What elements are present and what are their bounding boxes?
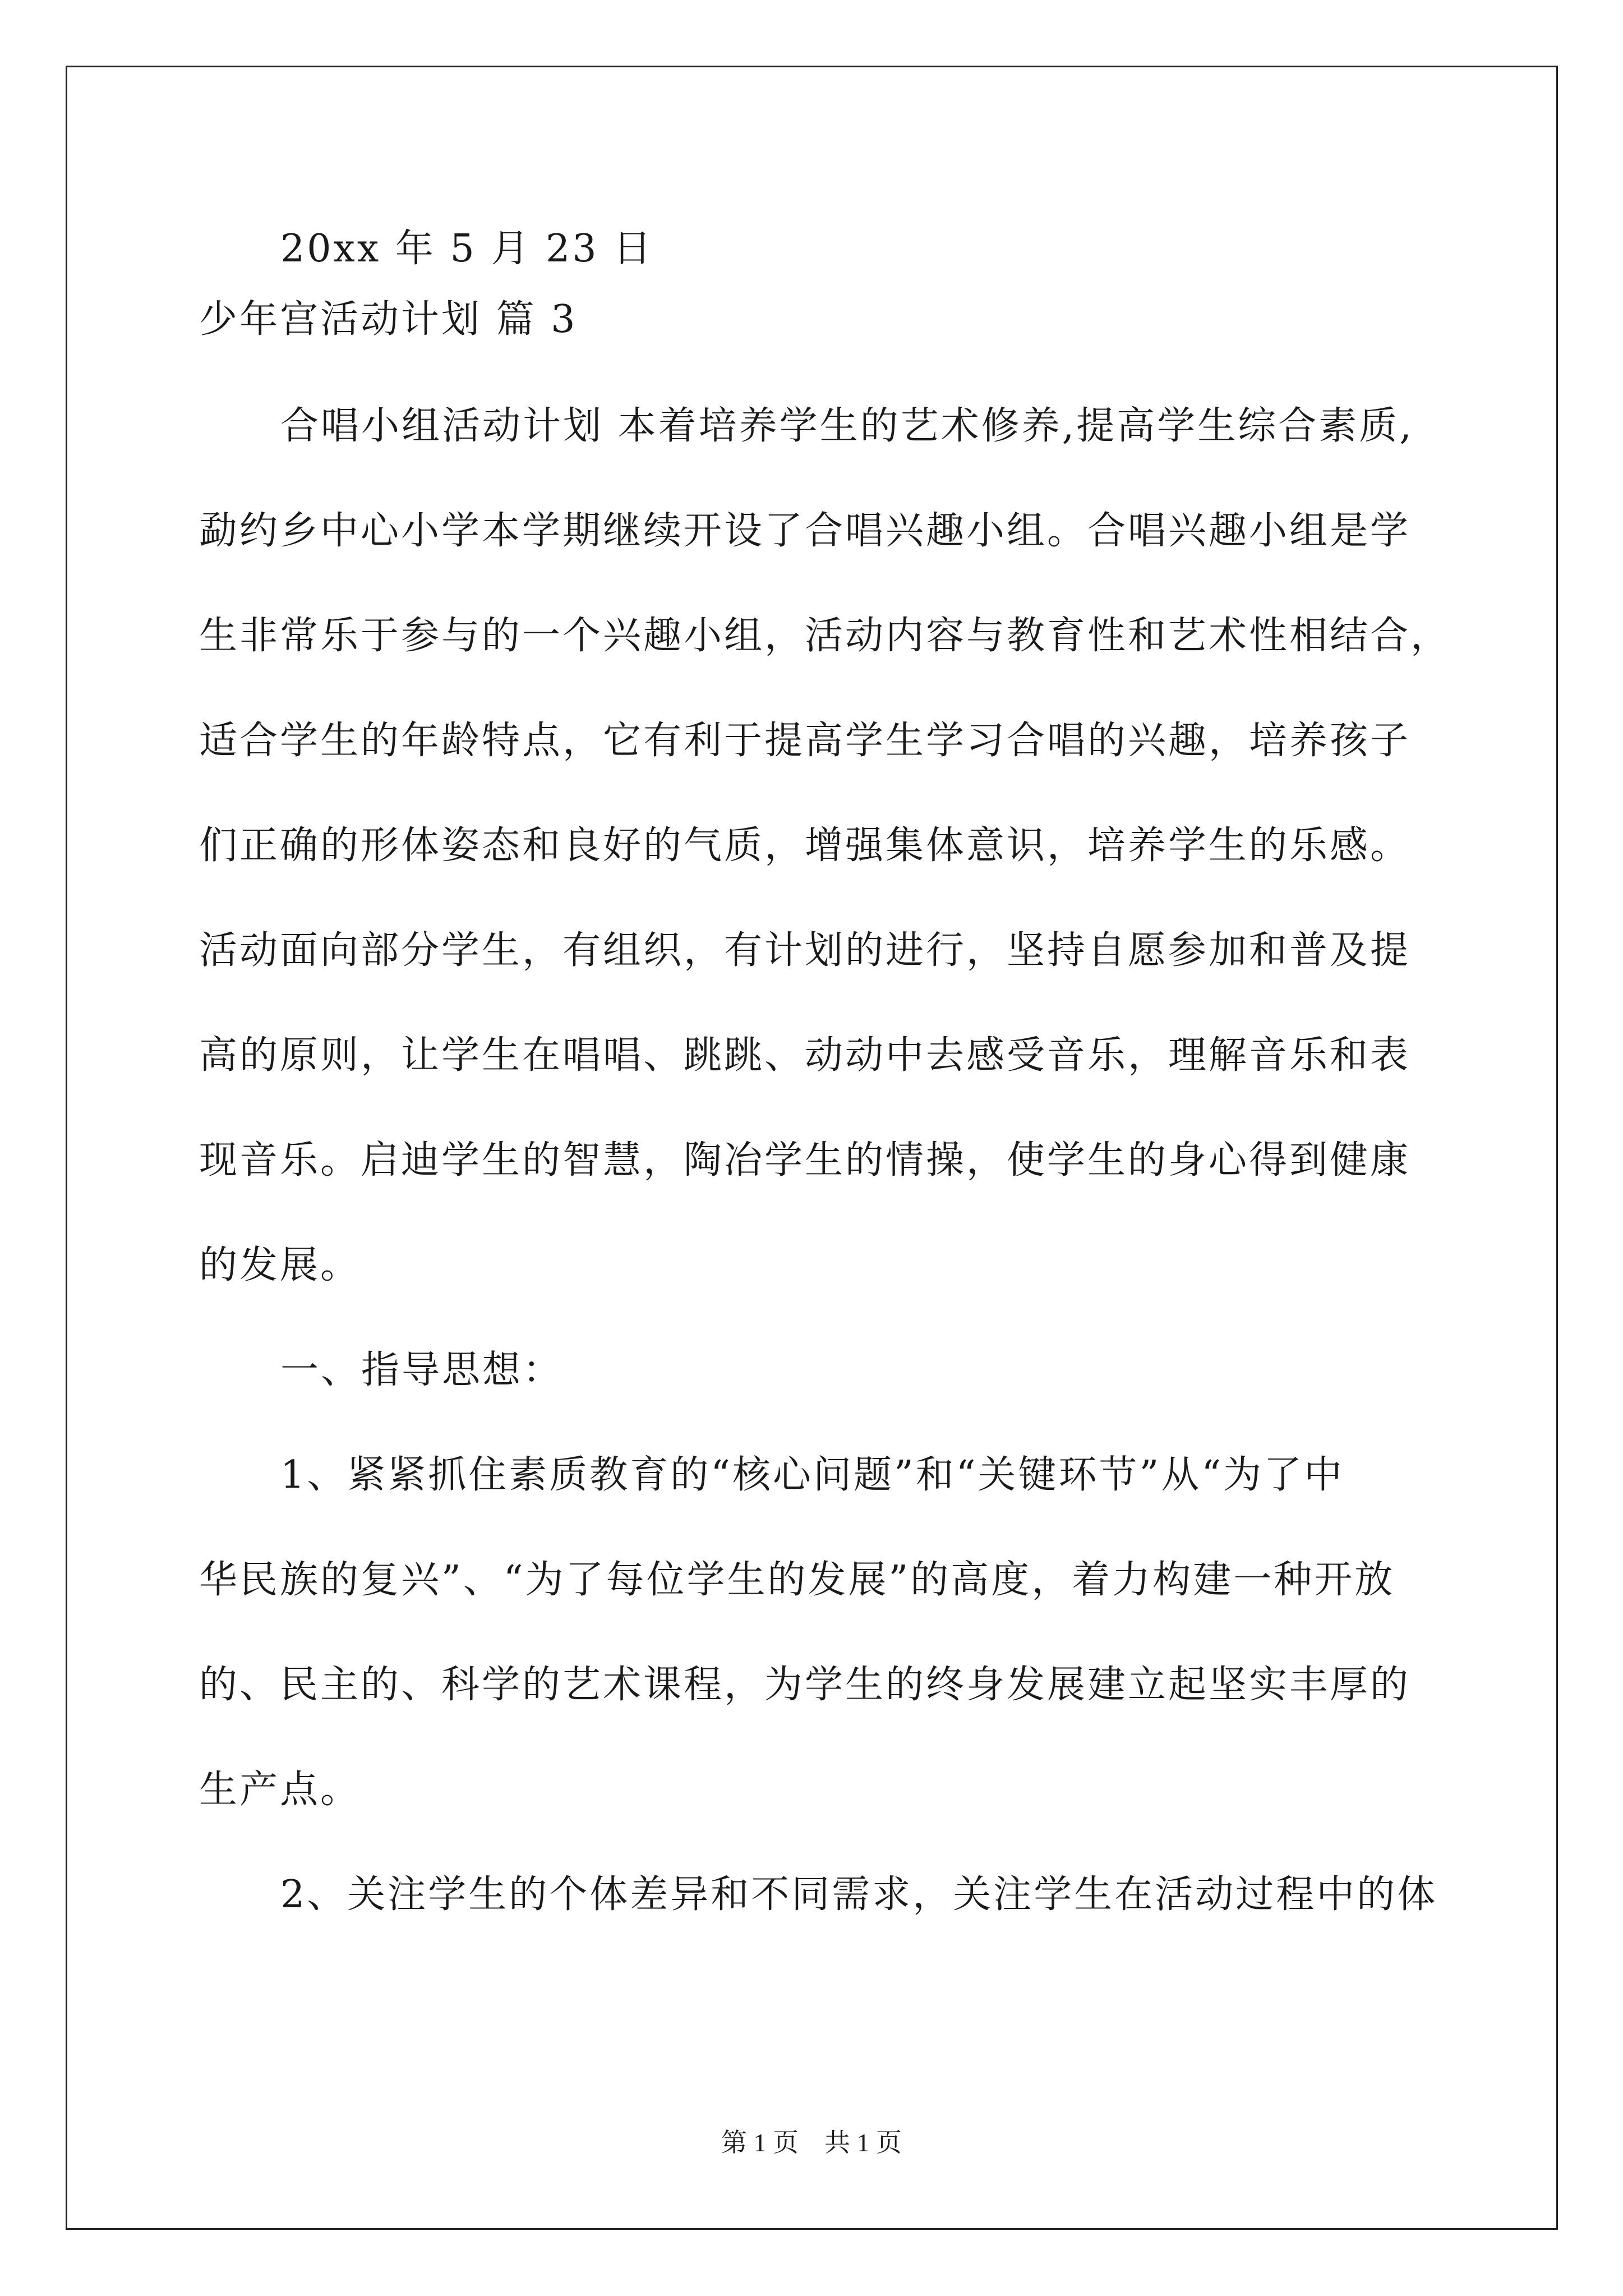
date-line: 20xx 年 5 月 23 日 [280,227,654,271]
section-title: 少年宫活动计划 篇 3 [199,297,578,342]
paragraph-line: 勐约乡中心小学本学期继续开设了合唱兴趣小组。合唱兴趣小组是学 [199,509,1411,553]
heading-guiding-ideology: 一、指导思想： [280,1348,564,1392]
paragraph-line: 适合学生的年龄特点，它有利于提高学生学习合唱的兴趣，培养孩子 [199,719,1411,763]
paragraph-line: 的发展。 [199,1243,361,1287]
paragraph-line: 合唱小组活动计划 本着培养学生的艺术修养,提高学生综合素质, [280,404,1414,448]
paragraph-line: 现音乐。启迪学生的智慧，陶冶学生的情操，使学生的身心得到健康 [199,1138,1411,1182]
paragraph-line: 华民族的复兴”、“为了每位学生的发展”的高度，着力构建一种开放 [199,1558,1395,1602]
paragraph-line: 高的原则，让学生在唱唱、跳跳、动动中去感受音乐，理解音乐和表 [199,1033,1411,1078]
page-footer: 第 1 页 共 1 页 [721,2128,902,2157]
paragraph-line: 生产点。 [199,1768,361,1812]
paragraph-line: 们正确的形体姿态和良好的气质，增强集体意识，培养学生的乐感。 [199,823,1411,868]
paragraph-line: 的、民主的、科学的艺术课程，为学生的终身发展建立起坚实丰厚的 [199,1663,1411,1707]
paragraph-line: 1、紧紧抓住素质教育的“核心问题”和“关键环节”从“为了中 [280,1453,1345,1497]
paragraph-line: 生非常乐于参与的一个兴趣小组，活动内容与教育性和艺术性相结合， [199,614,1451,658]
paragraph-line: 2、关注学生的个体差异和不同需求，关注学生在活动过程中的体 [280,1872,1438,1917]
paragraph-line: 活动面向部分学生，有组织，有计划的进行，坚持自愿参加和普及提 [199,928,1411,973]
